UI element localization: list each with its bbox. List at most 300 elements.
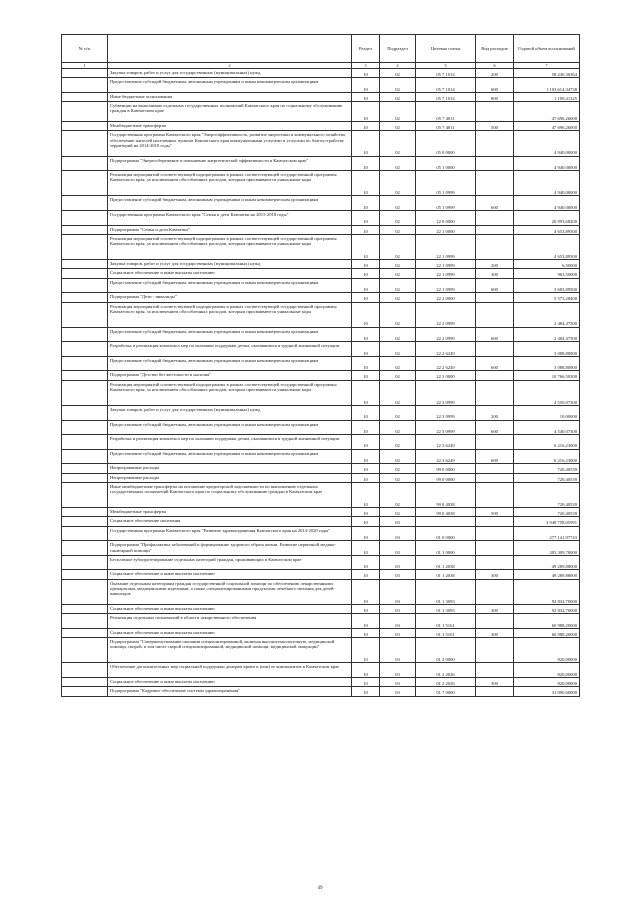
row-razdel-cell: 10: [352, 435, 380, 450]
row-amount-cell: 720,40539: [514, 482, 580, 507]
row-razdel-cell: 10: [352, 171, 380, 196]
row-podrazdel-cell: 02: [380, 473, 416, 482]
row-amount-cell: 4 540,07300: [514, 420, 580, 435]
row-target-article-cell: 22 3 0999: [416, 420, 476, 435]
row-amount-cell: 47 696,26000: [514, 102, 580, 122]
table-row: [62, 122, 580, 131]
row-podrazdel-cell: 02: [380, 420, 416, 435]
row-amount-cell: 10,00000: [514, 405, 580, 420]
row-number-cell: [62, 570, 108, 579]
row-podrazdel-cell: 02: [380, 78, 416, 93]
row-target-article-cell: [416, 517, 476, 526]
row-expense-type-cell: [476, 342, 514, 357]
row-target-article-cell: 01 1 5161: [416, 628, 476, 637]
row-amount-cell: 31 090,60000: [514, 687, 580, 696]
row-number-cell: [62, 171, 108, 196]
row-number-cell: [62, 405, 108, 420]
row-target-article-cell: 05 1 0999: [416, 171, 476, 196]
column-number: 4: [380, 63, 416, 69]
row-amount-cell: 49 289,88000: [514, 555, 580, 570]
row-podrazdel-cell: 03: [380, 663, 416, 678]
row-number-cell: [62, 302, 108, 327]
row-podrazdel-cell: 02: [380, 225, 416, 234]
row-razdel-cell: 10: [352, 687, 380, 696]
column-number: 6: [476, 63, 514, 69]
row-amount-cell: 2 484,47500: [514, 327, 580, 342]
table-row: [62, 278, 580, 293]
row-podrazdel-cell: 03: [380, 541, 416, 556]
row-razdel-cell: 10: [352, 210, 380, 225]
table-row: [62, 482, 580, 507]
row-razdel-cell: 10: [352, 570, 380, 579]
row-amount-cell: 720,40539: [514, 508, 580, 517]
row-name-cell: Предоставление субсидий бюджетным, автономным учреждениям и иным некоммерческим организациям: [108, 278, 352, 293]
row-razdel-cell: 10: [352, 196, 380, 211]
row-razdel-cell: 10: [352, 555, 380, 570]
row-number-cell: [62, 269, 108, 278]
row-razdel-cell: 10: [352, 278, 380, 293]
row-expense-type-cell: [476, 517, 514, 526]
row-expense-type-cell: [476, 579, 514, 604]
row-expense-type-cell: 600: [476, 278, 514, 293]
row-razdel-cell: 10: [352, 420, 380, 435]
table-row: [62, 92, 580, 101]
row-name-cell: Разработка и реализация комплекса мер по оказанию поддержки детям, оказавшимся в трудной жизненной ситуации: [108, 435, 352, 450]
row-number-cell: [62, 579, 108, 604]
row-razdel-cell: 10: [352, 579, 380, 604]
row-amount-cell: 60 988,20000: [514, 614, 580, 629]
row-target-article-cell: 22 1 0000: [416, 225, 476, 234]
row-amount-cell: 3 683,89500: [514, 278, 580, 293]
row-expense-type-cell: 500: [476, 122, 514, 131]
row-target-article-cell: 01 7 0000: [416, 687, 476, 696]
row-amount-cell: 203 309,70000: [514, 541, 580, 556]
row-number-cell: [62, 234, 108, 259]
row-amount-cell: 4 653,89500: [514, 225, 580, 234]
header-target-article: Целевая статья: [416, 35, 476, 63]
row-name-cell: Закупка товаров, работ и услуг для государственных (муниципальных) нужд: [108, 69, 352, 78]
row-target-article-cell: 05 7 1014: [416, 69, 476, 78]
row-razdel-cell: 10: [352, 69, 380, 78]
row-name-cell: Реализация мероприятий соответствующей подпрограммы в рамках соответствующей государственной программы Камчатского края, за исключением обособленных расходов, которым присваиваются уникальные коды: [108, 234, 352, 259]
row-razdel-cell: 10: [352, 663, 380, 678]
table-row: [62, 225, 580, 234]
row-name-cell: Иные бюджетные ассигнования: [108, 92, 352, 101]
table-row: [62, 171, 580, 196]
row-number-cell: [62, 420, 108, 435]
row-podrazdel-cell: 02: [380, 327, 416, 342]
table-row: [62, 131, 580, 156]
row-amount-cell: 20 993,68200: [514, 210, 580, 225]
row-expense-type-cell: 200: [476, 69, 514, 78]
row-number-cell: [62, 555, 108, 570]
row-expense-type-cell: [476, 302, 514, 327]
table-row: [62, 69, 580, 78]
row-target-article-cell: 01 2 0000: [416, 638, 476, 663]
row-name-cell: Реализация мероприятий соответствующей подпрограммы в рамках соответствующей государственной программы Камчатского края, за исключением обособленных расходов, которым присваиваются уникальные коды: [108, 380, 352, 405]
row-expense-type-cell: [476, 555, 514, 570]
table-row: [62, 508, 580, 517]
row-number-cell: [62, 677, 108, 686]
table-row: [62, 435, 580, 450]
row-number-cell: [62, 102, 108, 122]
row-podrazdel-cell: 03: [380, 638, 416, 663]
row-number-cell: [62, 78, 108, 93]
row-target-article-cell: 22 3 0000: [416, 371, 476, 380]
row-name-cell: Закупка товаров, работ и услуг для государственных (муниципальных) нужд: [108, 405, 352, 420]
row-target-article-cell: 99 0 4038: [416, 508, 476, 517]
page-number: 49: [317, 886, 323, 891]
row-razdel-cell: 10: [352, 131, 380, 156]
row-expense-type-cell: 600: [476, 196, 514, 211]
row-target-article-cell: 22 1 0999: [416, 278, 476, 293]
column-number: 1: [62, 63, 108, 69]
row-name-cell: Подпрограмма "Дети - инвалиды": [108, 293, 352, 302]
row-number-cell: [62, 356, 108, 371]
row-razdel-cell: 10: [352, 293, 380, 302]
row-podrazdel-cell: 02: [380, 449, 416, 464]
row-name-cell: Разработка и реализация комплекса мер по оказанию поддержки детям, оказавшимся в трудной жизненной ситуации: [108, 342, 352, 357]
row-razdel-cell: 10: [352, 628, 380, 637]
row-number-cell: [62, 371, 108, 380]
row-expense-type-cell: [476, 526, 514, 541]
table-row: [62, 687, 580, 696]
row-target-article-cell: 01 1 0000: [416, 541, 476, 556]
row-razdel-cell: 10: [352, 449, 380, 464]
row-razdel-cell: 10: [352, 473, 380, 482]
row-name-cell: Подпрограмма "Энергосбережение и повышение энергетической эффективности в Камчатском крае": [108, 156, 352, 171]
row-expense-type-cell: 800: [476, 92, 514, 101]
row-target-article-cell: 01 0 0000: [416, 526, 476, 541]
header-razdel: Раздел: [352, 35, 380, 63]
row-number-cell: [62, 464, 108, 473]
row-podrazdel-cell: 03: [380, 628, 416, 637]
row-target-article-cell: 22 0 0000: [416, 210, 476, 225]
table-row: [62, 677, 580, 686]
row-expense-type-cell: 500: [476, 508, 514, 517]
row-razdel-cell: 10: [352, 380, 380, 405]
row-expense-type-cell: [476, 464, 514, 473]
row-amount-cell: 4 940,00000: [514, 131, 580, 156]
row-expense-type-cell: 200: [476, 405, 514, 420]
row-name-cell: Подпрограмма "Профилактика заболеваний и формирование здорового образа жизни. Развитие первичной медико-санитарной помощи": [108, 541, 352, 556]
row-name-cell: Иные межбюджетные трансферты на погашение кредиторской задолженности по выполнению отдельных государственных полномочий Камчатского края по социальному обслуживанию граждан в Камчатском крае: [108, 482, 352, 507]
row-target-article-cell: 05 7 4011: [416, 122, 476, 131]
table-row: [62, 342, 580, 357]
row-target-article-cell: 99 0 0000: [416, 464, 476, 473]
row-amount-cell: 720,40539: [514, 464, 580, 473]
row-target-article-cell: 22 2 0999: [416, 327, 476, 342]
row-name-cell: Социальное обеспечение и иные выплаты населению: [108, 269, 352, 278]
row-target-article-cell: 22 2 6249: [416, 356, 476, 371]
row-target-article-cell: 05 0 0000: [416, 131, 476, 156]
row-razdel-cell: 10: [352, 526, 380, 541]
table-body: [62, 69, 580, 697]
row-expense-type-cell: 300: [476, 570, 514, 579]
row-expense-type-cell: [476, 210, 514, 225]
row-expense-type-cell: [476, 541, 514, 556]
table-row: [62, 269, 580, 278]
row-expense-type-cell: [476, 234, 514, 259]
row-target-article-cell: 22 1 0999: [416, 269, 476, 278]
row-podrazdel-cell: 02: [380, 293, 416, 302]
row-number-cell: [62, 508, 108, 517]
row-amount-cell: 47 696,26000: [514, 122, 580, 131]
row-name-cell: Непрограммные расходы: [108, 464, 352, 473]
row-podrazdel-cell: 02: [380, 196, 416, 211]
row-expense-type-cell: [476, 482, 514, 507]
header-name: [108, 35, 352, 63]
table-row: [62, 260, 580, 269]
table-row: [62, 628, 580, 637]
row-target-article-cell: 22 2 0000: [416, 293, 476, 302]
row-expense-type-cell: [476, 663, 514, 678]
row-amount-cell: 820,00000: [514, 663, 580, 678]
row-number-cell: [62, 638, 108, 663]
row-name-cell: Подпрограмма "Детство без жестокости и насилия": [108, 371, 352, 380]
row-target-article-cell: 99 0 0000: [416, 473, 476, 482]
row-number-cell: [62, 156, 108, 171]
column-number: 7: [514, 63, 580, 69]
table-row: [62, 210, 580, 225]
row-number-cell: [62, 614, 108, 629]
row-name-cell: Социальное обеспечение населения: [108, 517, 352, 526]
row-number-cell: [62, 663, 108, 678]
row-number-cell: [62, 628, 108, 637]
row-target-article-cell: 22 3 0999: [416, 380, 476, 405]
row-razdel-cell: 10: [352, 638, 380, 663]
row-number-cell: [62, 380, 108, 405]
row-number-cell: [62, 435, 108, 450]
row-podrazdel-cell: 02: [380, 435, 416, 450]
row-name-cell: Государственная программа Камчатского края "Семья и дети Камчатки на 2015-2018 годы": [108, 210, 352, 225]
header-annual-amount: Годовой объем ассигнований: [514, 35, 580, 63]
row-podrazdel-cell: 03: [380, 687, 416, 696]
row-podrazdel-cell: 03: [380, 614, 416, 629]
row-razdel-cell: 10: [352, 260, 380, 269]
table-row: [62, 156, 580, 171]
table-row: [62, 555, 580, 570]
row-expense-type-cell: [476, 225, 514, 234]
row-target-article-cell: 05 7 4011: [416, 102, 476, 122]
row-name-cell: Предоставление субсидий бюджетным, автономным учреждениям и иным некоммерческим организациям: [108, 78, 352, 93]
row-number-cell: [62, 92, 108, 101]
row-podrazdel-cell: 02: [380, 122, 416, 131]
header-num: № п/п: [62, 35, 108, 63]
table-row: [62, 380, 580, 405]
table-row: [62, 234, 580, 259]
row-razdel-cell: 10: [352, 604, 380, 613]
row-expense-type-cell: [476, 638, 514, 663]
row-podrazdel-cell: 02: [380, 278, 416, 293]
row-expense-type-cell: 600: [476, 356, 514, 371]
row-name-cell: Социальное обеспечение и иные выплаты населению: [108, 628, 352, 637]
row-expense-type-cell: [476, 102, 514, 122]
column-number: 5: [416, 63, 476, 69]
row-target-article-cell: 22 2 6249: [416, 342, 476, 357]
row-expense-type-cell: 200: [476, 260, 514, 269]
row-amount-cell: 92 832,70000: [514, 604, 580, 613]
row-number-cell: [62, 196, 108, 211]
row-podrazdel-cell: 03: [380, 555, 416, 570]
row-amount-cell: 4 550,07300: [514, 380, 580, 405]
row-expense-type-cell: 300: [476, 628, 514, 637]
row-amount-cell: 277 141,97743: [514, 526, 580, 541]
row-podrazdel-cell: 02: [380, 269, 416, 278]
row-expense-type-cell: [476, 614, 514, 629]
row-number-cell: [62, 122, 108, 131]
table-row: [62, 449, 580, 464]
row-podrazdel-cell: 03: [380, 677, 416, 686]
row-target-article-cell: 22 2 0999: [416, 302, 476, 327]
row-expense-type-cell: [476, 293, 514, 302]
row-podrazdel-cell: 02: [380, 302, 416, 327]
table-row: [62, 541, 580, 556]
row-name-cell: Социальное обеспечение и иные выплаты населению: [108, 677, 352, 686]
row-name-cell: Субвенции на выполнение отдельных государственных полномочий Камчатского края по социальному обслуживанию граждан в Камчатском крае: [108, 102, 352, 122]
row-number-cell: [62, 541, 108, 556]
row-razdel-cell: 10: [352, 464, 380, 473]
table-row: [62, 405, 580, 420]
row-expense-type-cell: 600: [476, 78, 514, 93]
row-podrazdel-cell: 02: [380, 464, 416, 473]
row-podrazdel-cell: 03: [380, 579, 416, 604]
row-amount-cell: 3 088,80900: [514, 356, 580, 371]
row-razdel-cell: 10: [352, 405, 380, 420]
row-amount-cell: 2 484,47500: [514, 302, 580, 327]
table-row: [62, 371, 580, 380]
row-target-article-cell: 01 1 2038: [416, 570, 476, 579]
row-razdel-cell: 10: [352, 92, 380, 101]
row-razdel-cell: 10: [352, 302, 380, 327]
table-row: [62, 638, 580, 663]
row-expense-type-cell: 600: [476, 449, 514, 464]
row-podrazdel-cell: 02: [380, 92, 416, 101]
row-razdel-cell: 10: [352, 356, 380, 371]
row-target-article-cell: 01 1 5161: [416, 614, 476, 629]
row-amount-cell: 4 940,00000: [514, 196, 580, 211]
row-name-cell: Бесплатное зубопротезирование отдельных категорий граждан, проживающих в Камчатском крае: [108, 555, 352, 570]
row-target-article-cell: 22 3 6249: [416, 449, 476, 464]
row-expense-type-cell: [476, 171, 514, 196]
row-number-cell: [62, 131, 108, 156]
row-amount-cell: 3 088,80900: [514, 342, 580, 357]
row-amount-cell: 3 948 758,05991: [514, 517, 580, 526]
row-target-article-cell: 05 1 0999: [416, 196, 476, 211]
row-razdel-cell: 10: [352, 541, 380, 556]
row-podrazdel-cell: 02: [380, 102, 416, 122]
row-name-cell: Оказание отдельным категориям граждан государственной социальной помощи по обеспечению лекарственными препаратами, медицинскими изделиями, а также специализированными продуктами лечебного питания для детей-инвалидов: [108, 579, 352, 604]
row-name-cell: Межбюджетные трансферты: [108, 122, 352, 131]
table-row: [62, 327, 580, 342]
row-target-article-cell: 22 3 0999: [416, 405, 476, 420]
row-name-cell: Непрограммные расходы: [108, 473, 352, 482]
row-number-cell: [62, 526, 108, 541]
row-amount-cell: 4 940,00000: [514, 156, 580, 171]
table-row: [62, 293, 580, 302]
header-podrazdel: Подраздел: [380, 35, 416, 63]
row-name-cell: Государственная программа Камчатского края "Энергоэффективность, развитие энергетики и коммунального хозяйства, обеспечение жителей населенных пунктов Камчатского края коммунальными услугами и услугами по благоустройству территорий на 2014-2018 годы": [108, 131, 352, 156]
row-target-article-cell: 01 2 2026: [416, 677, 476, 686]
row-number-cell: [62, 69, 108, 78]
row-amount-cell: 963,50000: [514, 269, 580, 278]
row-razdel-cell: 10: [352, 78, 380, 93]
row-amount-cell: 92 832,70000: [514, 579, 580, 604]
row-expense-type-cell: 300: [476, 604, 514, 613]
table-row: [62, 614, 580, 629]
row-target-article-cell: 01 1 3093: [416, 579, 476, 604]
row-podrazdel-cell: 02: [380, 156, 416, 171]
table-row: [62, 102, 580, 122]
row-name-cell: Социальное обеспечение и иные выплаты населению: [108, 604, 352, 613]
row-number-cell: [62, 473, 108, 482]
row-razdel-cell: 10: [352, 482, 380, 507]
row-amount-cell: 5 573,28400: [514, 293, 580, 302]
row-podrazdel-cell: 03: [380, 570, 416, 579]
row-razdel-cell: 10: [352, 517, 380, 526]
row-razdel-cell: 10: [352, 508, 380, 517]
row-name-cell: Подпрограмма "Кадровое обеспечение системы здравоохранения": [108, 687, 352, 696]
row-name-cell: Предоставление субсидий бюджетным, автономным учреждениям и иным некоммерческим организациям: [108, 196, 352, 211]
row-amount-cell: 6 216,23000: [514, 449, 580, 464]
row-target-article-cell: 22 3 6249: [416, 435, 476, 450]
row-razdel-cell: 10: [352, 102, 380, 122]
table-row: [62, 663, 580, 678]
row-amount-cell: 6,50000: [514, 260, 580, 269]
row-amount-cell: 720,40539: [514, 473, 580, 482]
row-target-article-cell: 22 1 0999: [416, 234, 476, 259]
table-row: [62, 526, 580, 541]
row-amount-cell: 1 109,41325: [514, 92, 580, 101]
row-name-cell: Реализация мероприятий соответствующей подпрограммы в рамках соответствующей государственной программы Камчатского края, за исключением обособленных расходов, которым присваиваются уникальные коды: [108, 302, 352, 327]
row-amount-cell: 60 988,20000: [514, 628, 580, 637]
row-amount-cell: 49 289,88000: [514, 570, 580, 579]
row-target-article-cell: 05 1 0000: [416, 156, 476, 171]
row-podrazdel-cell: 02: [380, 260, 416, 269]
row-target-article-cell: 01 1 2038: [416, 555, 476, 570]
table-row: [62, 302, 580, 327]
table-row: [62, 579, 580, 604]
row-podrazdel-cell: 02: [380, 131, 416, 156]
row-podrazdel-cell: 03: [380, 517, 416, 526]
row-razdel-cell: 10: [352, 122, 380, 131]
row-expense-type-cell: 300: [476, 677, 514, 686]
row-podrazdel-cell: 02: [380, 171, 416, 196]
row-number-cell: [62, 604, 108, 613]
row-number-cell: [62, 482, 108, 507]
row-name-cell: Обеспечение дополнительных мер социальной поддержки донорам крови и (или) ее компонентов в Камчатском крае: [108, 663, 352, 678]
row-name-cell: Государственная программа Камчатского края "Развитие здравоохранения Камчатского края на 2014-2020 годы": [108, 526, 352, 541]
row-number-cell: [62, 449, 108, 464]
row-number-cell: [62, 278, 108, 293]
header-expense-type: Вид расходов: [476, 35, 514, 63]
row-expense-type-cell: 300: [476, 269, 514, 278]
row-podrazdel-cell: 02: [380, 356, 416, 371]
row-amount-cell: 820,00000: [514, 638, 580, 663]
row-number-cell: [62, 517, 108, 526]
row-razdel-cell: 10: [352, 234, 380, 259]
row-amount-cell: 58 240,30364: [514, 69, 580, 78]
row-expense-type-cell: [476, 473, 514, 482]
column-number: 2: [108, 63, 352, 69]
row-name-cell: Предоставление субсидий бюджетным, автономным учреждениям и иным некоммерческим организациям: [108, 420, 352, 435]
row-number-cell: [62, 342, 108, 357]
column-number: 3: [352, 63, 380, 69]
row-razdel-cell: 10: [352, 614, 380, 629]
row-target-article-cell: 99 0 4038: [416, 482, 476, 507]
row-target-article-cell: 01 1 3093: [416, 604, 476, 613]
table-row: [62, 604, 580, 613]
